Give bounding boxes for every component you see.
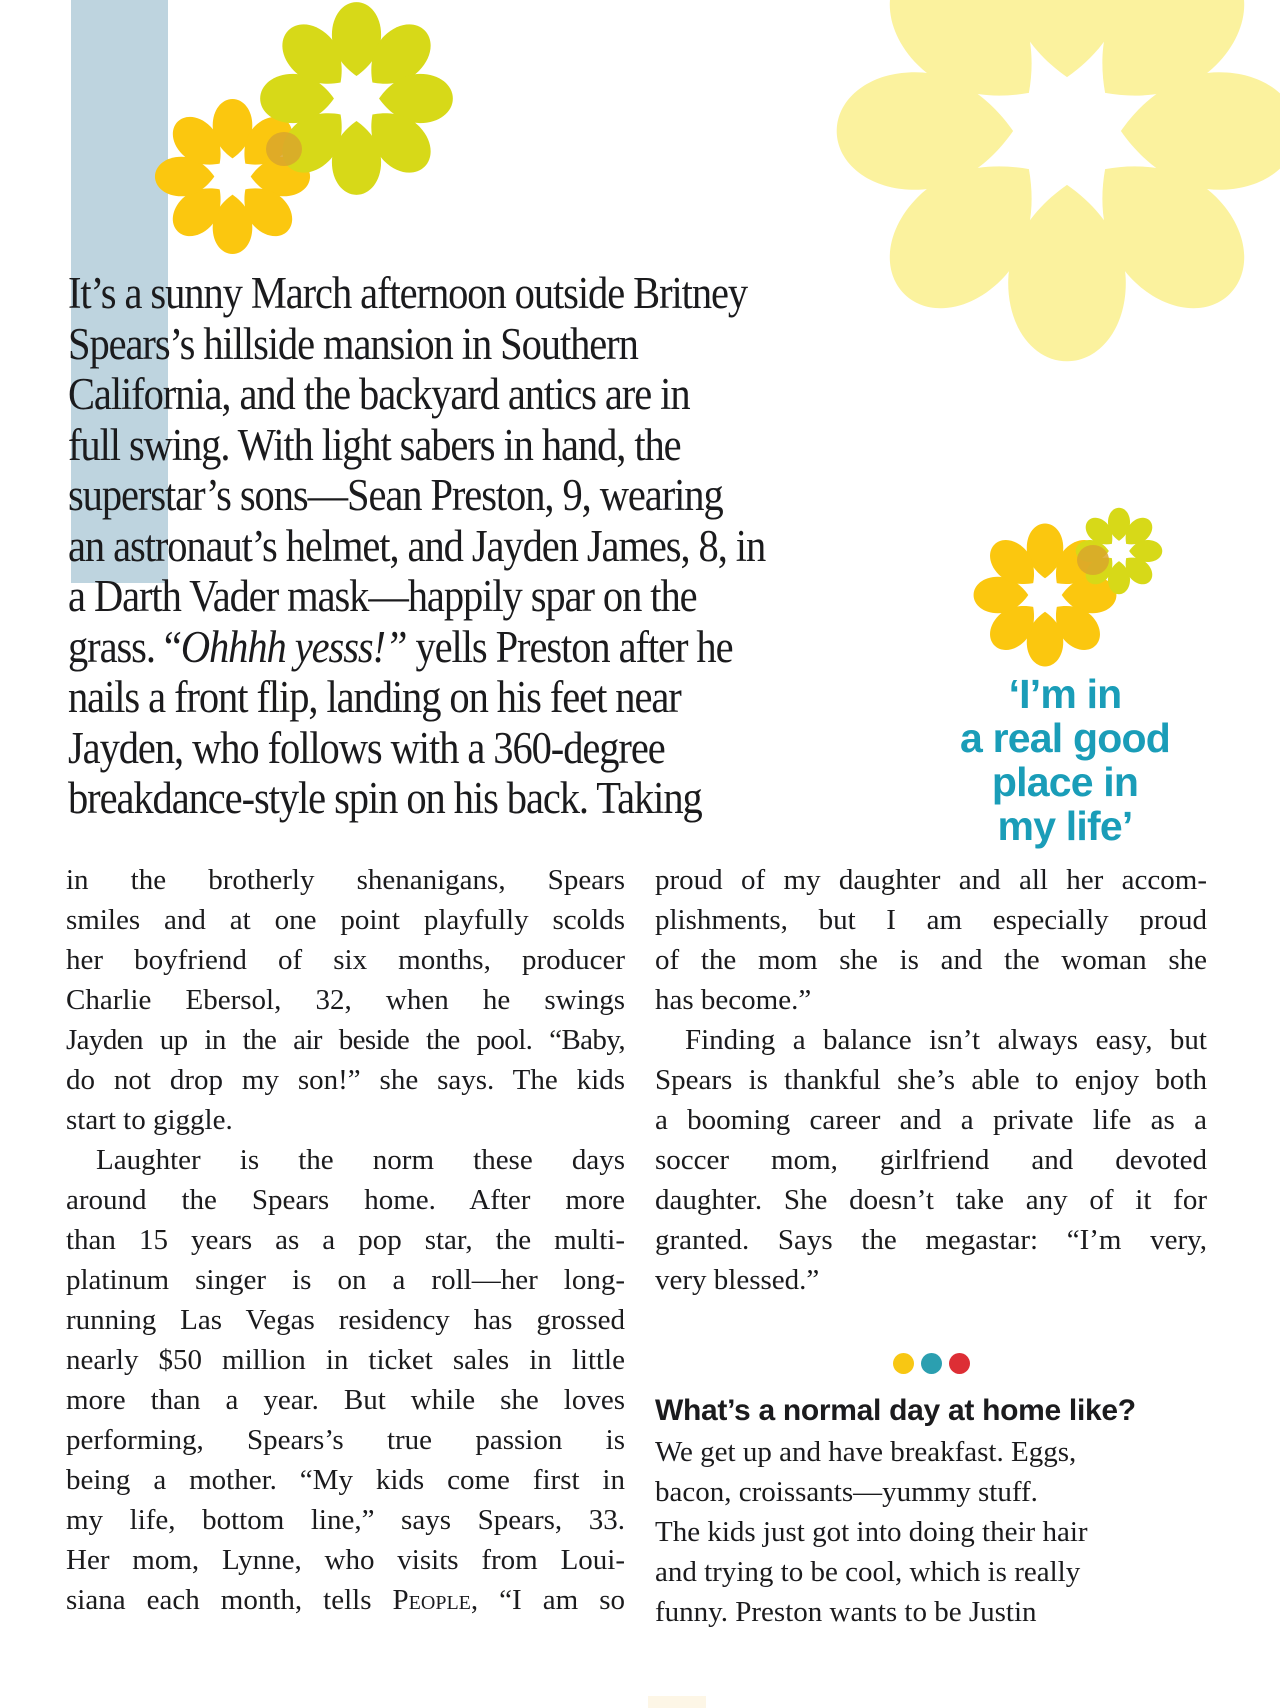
section-divider-dots — [655, 1353, 1207, 1374]
intro-line: a Darth Vader mask—happily spar on the — [68, 571, 697, 621]
interview-answer — [655, 1432, 1207, 1632]
flower-icon — [822, 0, 1280, 376]
intro-line: superstar’s sons—Sean Preston, 9, wearing — [68, 470, 723, 520]
pull-quote-line: a real good — [960, 715, 1170, 761]
text-line: do not drop my son!” she says. The kids — [66, 1064, 625, 1096]
intro-line: grass. “Ohhhh yesss!” yells Preston after he — [68, 621, 733, 672]
text-line: The kids just got into doing their hair — [655, 1516, 1088, 1548]
flower-overlap-blob — [266, 132, 302, 166]
text-line: my life, bottom line,” says Spears, 33. — [66, 1504, 625, 1536]
text-line: of the mom she is and the woman she — [655, 944, 1207, 976]
text-line: has become.” — [655, 984, 812, 1016]
text-line: daughter. She doesn’t take any of it for — [655, 1184, 1207, 1216]
body-column-right-text — [655, 860, 1207, 1300]
page-footer-fragment — [648, 1696, 706, 1708]
text-line: granted. Says the megastar: “I’m very, — [655, 1224, 1207, 1256]
text-line: Laughter is the norm these days — [96, 1144, 625, 1176]
divider-dot-teal — [921, 1353, 942, 1374]
text-line: and trying to be cool, which is really — [655, 1556, 1081, 1588]
text-line: plishments, but I am especially proud — [655, 904, 1207, 936]
body-column-left — [66, 860, 625, 1620]
divider-dot-red — [949, 1353, 970, 1374]
pull-quote-line: my life’ — [997, 803, 1133, 849]
text-line: Her mom, Lynne, who visits from Loui- — [66, 1544, 625, 1576]
flower-overlap-blob — [1077, 545, 1109, 575]
text-line: than 15 years as a pop star, the multi- — [66, 1224, 625, 1256]
text-line: Spears is thankful she’s able to enjoy both — [655, 1064, 1207, 1096]
text-line: running Las Vegas residency has grossed — [66, 1304, 625, 1336]
text-line: proud of my daughter and all her accom- — [655, 864, 1207, 896]
text-line: platinum singer is on a roll—her long- — [66, 1264, 625, 1296]
body-column-right — [655, 860, 1207, 1632]
text-line: very blessed.” — [655, 1264, 820, 1296]
intro-paragraph — [68, 268, 842, 824]
text-line: We get up and have breakfast. Eggs, — [655, 1436, 1077, 1468]
text-line: a booming career and a private life as a — [655, 1104, 1207, 1136]
text-line: soccer mom, girlfriend and devoted — [655, 1144, 1207, 1176]
text-line: Charlie Ebersol, 32, when he swings — [66, 984, 625, 1016]
interview-question: What’s a normal day at home like? — [655, 1394, 1136, 1427]
intro-line: breakdance-style spin on his back. Taking — [68, 773, 702, 823]
intro-line: Jayden, who follows with a 360-degree — [68, 722, 665, 773]
text-line: nearly $50 million in ticket sales in little — [66, 1344, 625, 1376]
text-line: bacon, croissants—yummy stuff. — [655, 1476, 1038, 1508]
divider-dot-yellow — [893, 1353, 914, 1374]
text-line: Finding a balance isn’t always easy, but — [685, 1024, 1207, 1056]
text-line: Jayden up in the air beside the pool. “Baby, — [66, 1024, 625, 1056]
intro-line: full swing. With light sabers in hand, the — [68, 419, 681, 470]
pull-quote — [905, 672, 1225, 848]
text-line: more than a year. But while she loves — [66, 1384, 625, 1416]
intro-line: California, and the backyard antics are in — [68, 369, 690, 419]
intro-line: Spears’s hillside mansion in Southern — [68, 318, 638, 369]
pull-quote-line: ‘I’m in — [1008, 671, 1122, 717]
flower-icon — [254, 0, 459, 201]
text-line: performing, Spears’s true passion is — [66, 1424, 625, 1456]
text-line: her boyfriend of six months, producer — [66, 944, 625, 976]
intro-line: an astronaut’s helmet, and Jayden James, 8, in — [68, 520, 766, 571]
text-line: funny. Preston wants to be Justin — [655, 1596, 1037, 1628]
text-line: smiles and at one point playfully scolds — [66, 904, 625, 936]
text-line: start to giggle. — [66, 1104, 233, 1136]
text-line: siana each month, tells People, “I am so — [66, 1584, 625, 1616]
text-line: in the brotherly shenanigans, Spears — [66, 864, 625, 896]
intro-line: nails a front flip, landing on his feet near — [68, 672, 681, 722]
pull-quote-line: place in — [991, 759, 1139, 805]
text-line: around the Spears home. After more — [66, 1184, 625, 1216]
text-line: being a mother. “My kids come first in — [66, 1464, 625, 1496]
intro-line: It’s a sunny March afternoon outside Britney — [68, 268, 748, 318]
